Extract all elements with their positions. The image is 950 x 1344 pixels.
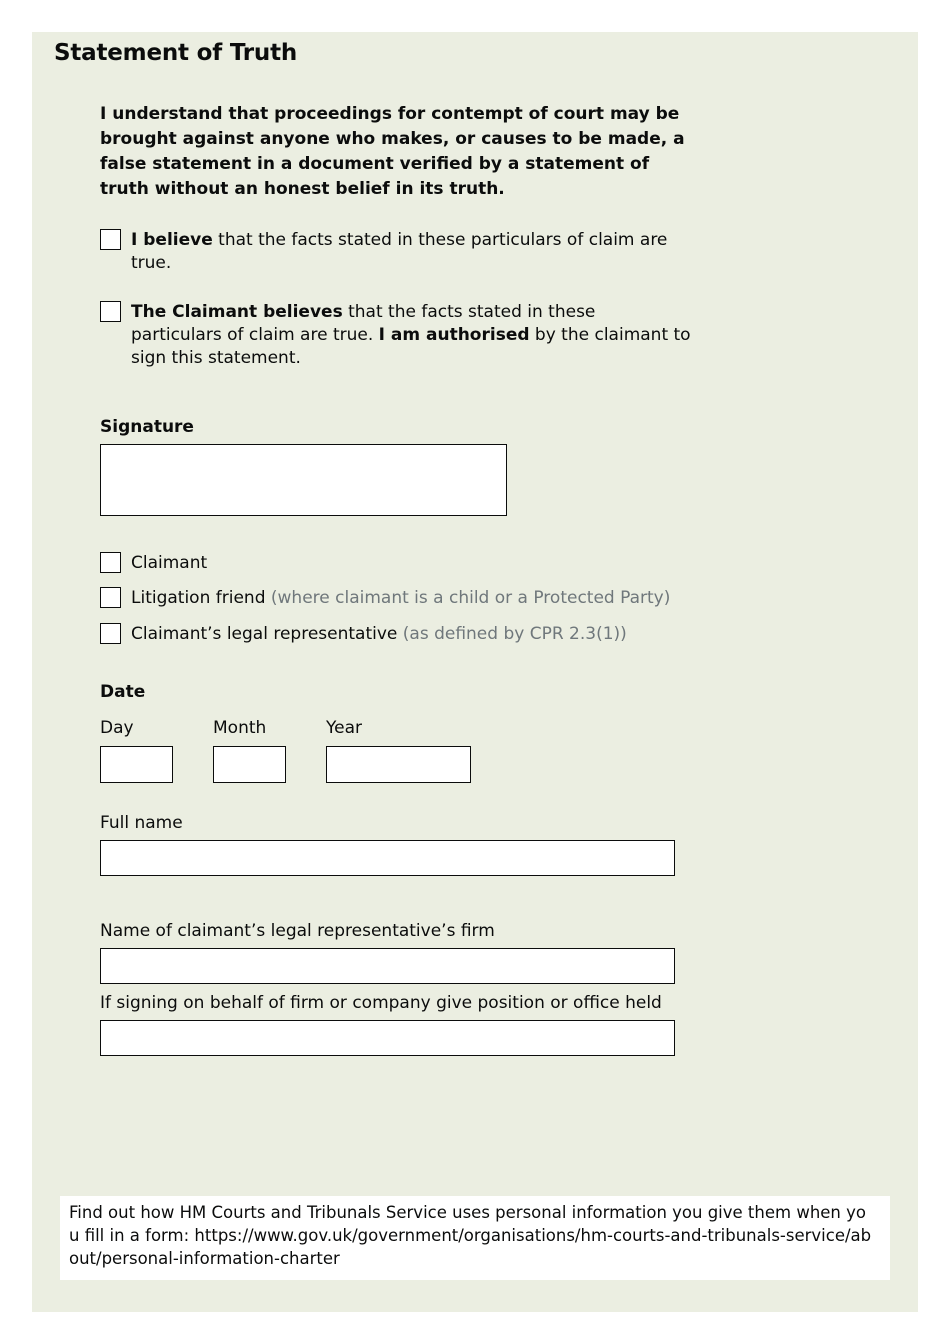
signature-label: Signature [100, 417, 194, 437]
i-believe-bold: I believe [131, 230, 213, 250]
claimant-believes-text: that the facts stated in these particulars of claim are true. [131, 302, 596, 345]
claimant-role-text: Claimant [131, 553, 208, 573]
litigation-friend-text: Litigation friend [131, 588, 266, 608]
claimant-believes-text-2: by the claimant to sign this statement. [131, 325, 691, 368]
i-believe-label [131, 229, 691, 275]
legal-rep-text: Claimant’s legal representative [131, 624, 398, 644]
position-input[interactable] [100, 1020, 675, 1056]
i-am-authorised-bold: I am authorised [378, 325, 530, 345]
litigation-friend-note: (where claimant is a child or a Protected Party) [270, 588, 671, 608]
full-name-input[interactable] [100, 840, 675, 876]
statement-of-truth-panel [32, 32, 918, 1312]
claimant-believes-checkbox[interactable] [100, 301, 121, 322]
firm-name-input[interactable] [100, 948, 675, 984]
legal-rep-note: (as defined by CPR 2.3(1)) [402, 624, 627, 644]
claimant-role-label [131, 552, 207, 575]
litigation-friend-checkbox[interactable] [100, 587, 121, 608]
i-believe-checkbox[interactable] [100, 229, 121, 250]
privacy-notice-box [60, 1196, 890, 1280]
month-label: Month [213, 718, 267, 738]
privacy-notice-text: Find out how HM Courts and Tribunals Service uses personal information you give them when you fill in a form: https://www.gov.uk/government/organisations/hm-courts-and-tribunals-service/about/personal-information-charter [69, 1203, 872, 1268]
legal-rep-checkbox[interactable] [100, 623, 121, 644]
claimant-believes-label [131, 301, 691, 370]
date-label: Date [100, 682, 146, 702]
position-label: If signing on behalf of firm or company give position or office held [100, 993, 662, 1013]
month-input[interactable] [213, 746, 286, 783]
firm-name-label: Name of claimant’s legal representative’s firm [100, 921, 495, 941]
claimant-believes-bold: The Claimant believes [131, 302, 343, 322]
year-input[interactable] [326, 746, 471, 783]
intro-paragraph: I understand that proceedings for contempt of court may be brought against anyone who makes, or causes to be made, a false statement in a document verified by a statement of truth without an honest belief in its truth. [100, 104, 685, 199]
day-input[interactable] [100, 746, 173, 783]
year-label: Year [326, 718, 362, 738]
i-believe-text: that the facts stated in these particulars of claim are true. [131, 230, 668, 273]
full-name-label: Full name [100, 813, 183, 833]
day-label: Day [100, 718, 134, 738]
litigation-friend-label [131, 587, 670, 610]
legal-rep-label [131, 623, 627, 646]
section-title: Statement of Truth [54, 40, 298, 66]
signature-box[interactable] [100, 444, 507, 516]
claimant-role-checkbox[interactable] [100, 552, 121, 573]
